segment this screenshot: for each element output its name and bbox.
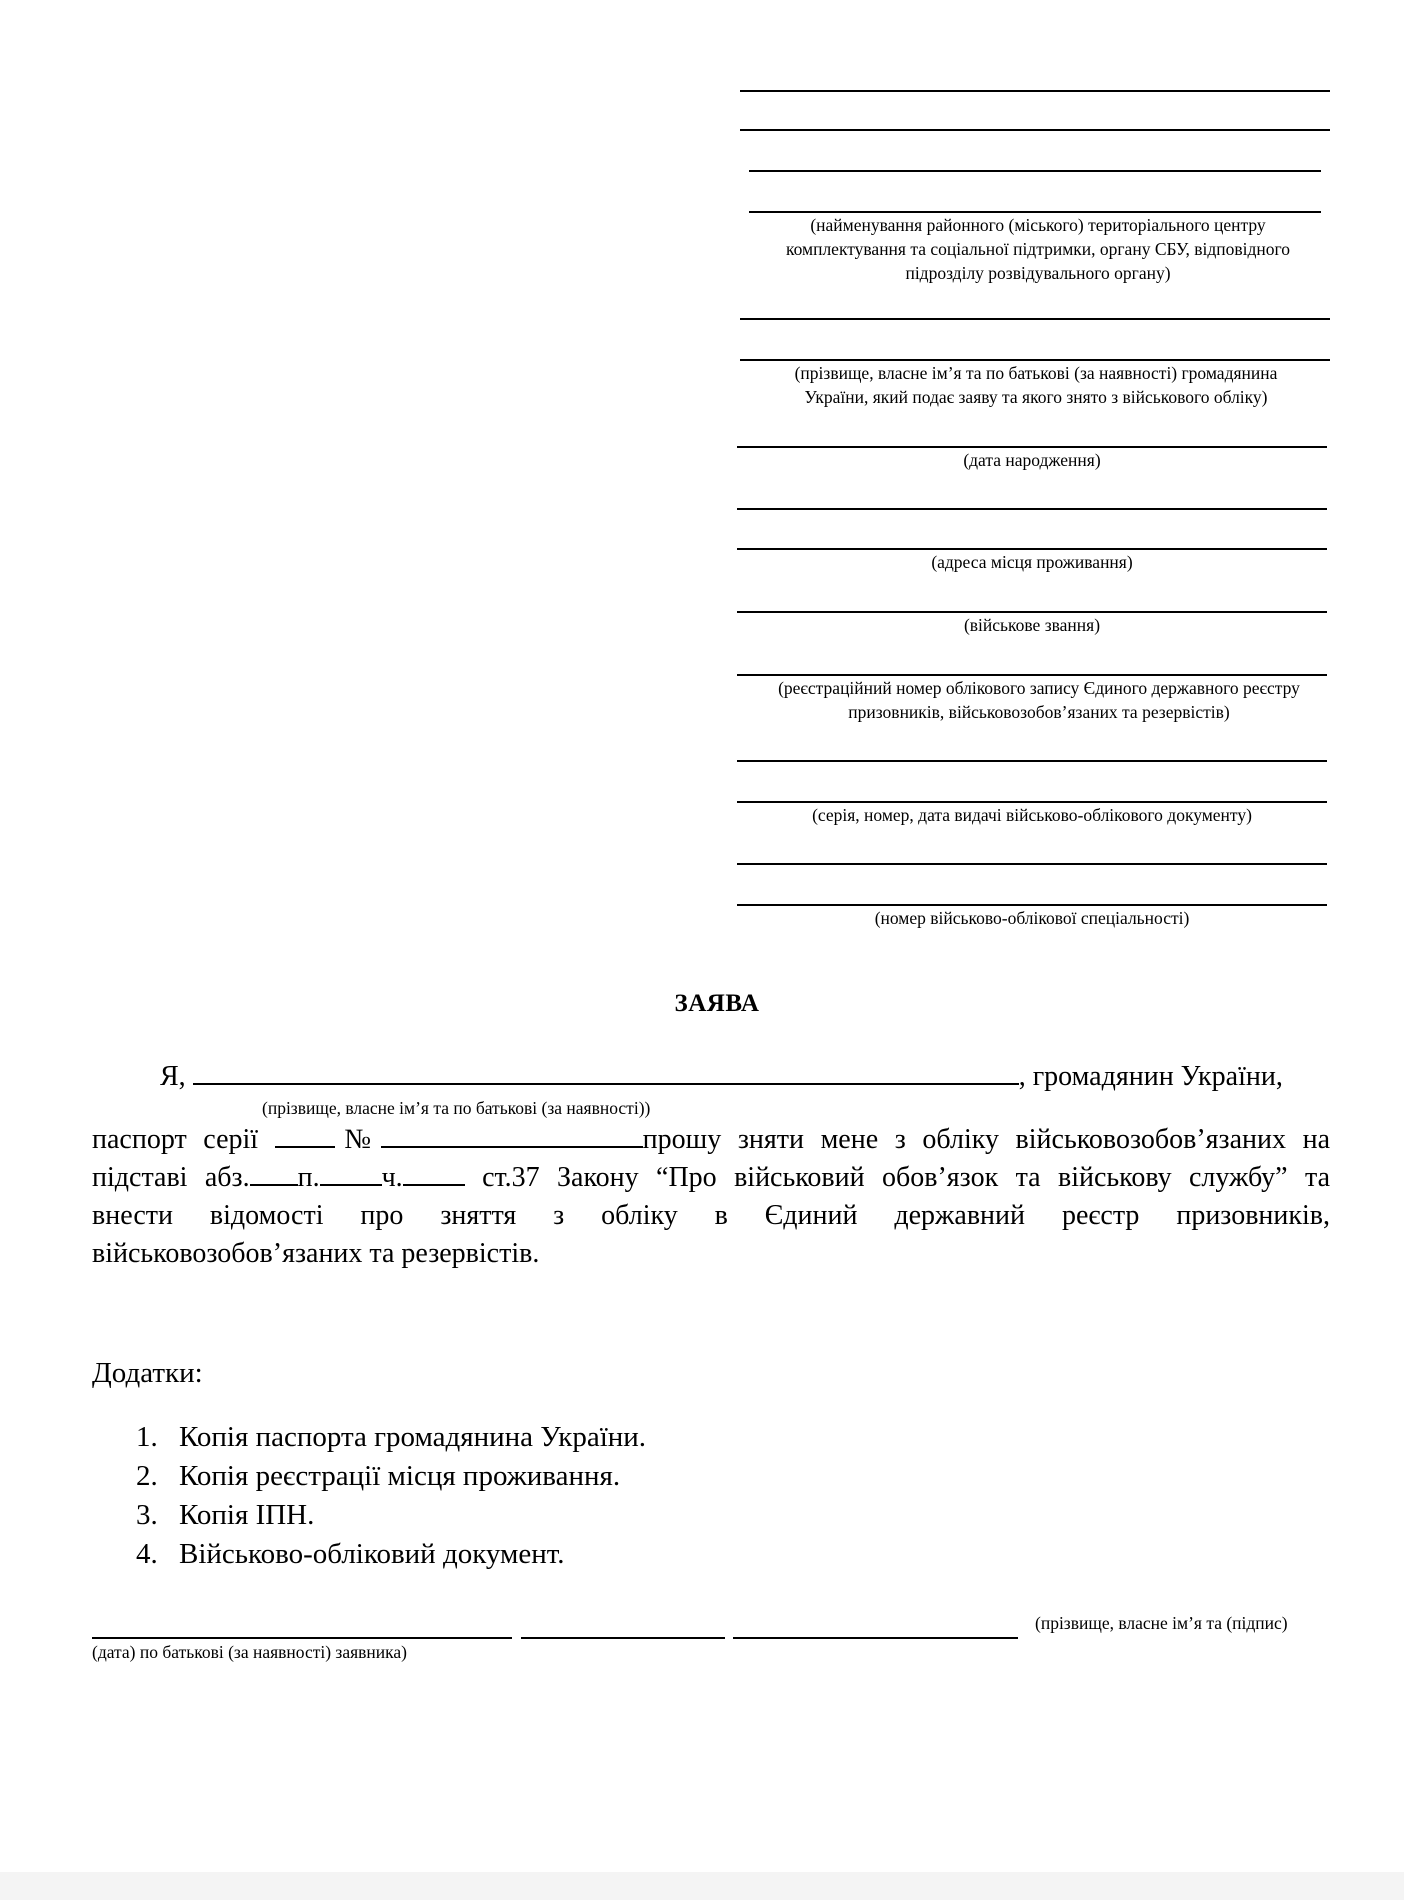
specialty-caption: (номер військово-облікової спеціальності) <box>874 908 1190 928</box>
applicant-name-caption: (прізвище, власне ім’я та по батькові (за наявності) громадянина України, який подає заяву та якого знято з військового обліку) <box>794 363 1278 407</box>
statement-line-registry: внести відомості про зняття з обліку в Єдиний державний реєстр призовників, <box>92 1200 1330 1231</box>
point-label: п. <box>297 1162 320 1193</box>
point-field[interactable] <box>320 1160 382 1186</box>
paragraph-field[interactable] <box>250 1160 298 1186</box>
page-bottom-strip <box>0 1872 1404 1900</box>
applicant-name-line-1[interactable] <box>740 318 1330 320</box>
address-caption: (адреса місця проживання) <box>931 552 1133 572</box>
authority-line-3[interactable] <box>749 170 1321 172</box>
number-sign: № <box>334 1124 381 1155</box>
signature-field-line[interactable] <box>521 1637 725 1639</box>
statement-i-prefix: Я, <box>160 1061 186 1092</box>
registry-caption: (реєстраційний номер облікового запису Єдиного державного реєстру призовників, військовозобов’язаних та резервістів) <box>778 678 1300 722</box>
statement-name-field[interactable] <box>193 1059 1019 1085</box>
statement-citizen-suffix: , громадянин України, <box>1018 1061 1283 1092</box>
attachment-item: 3. Копія ІПН. <box>136 1499 315 1531</box>
rank-caption: (військове звання) <box>963 615 1101 635</box>
attachment-item: 2. Копія реєстрації місця проживання. <box>136 1460 621 1492</box>
request-text: прошу зняти мене з обліку військовозобов’язаних на <box>642 1124 1331 1155</box>
specialty-line-1[interactable] <box>737 863 1327 865</box>
statement-intro-line <box>160 1058 1283 1096</box>
signature-caption-left: (дата) по батькові (за наявності) заявника) <box>92 1642 407 1662</box>
document-title: ЗАЯВА <box>674 990 760 1017</box>
attachment-item: 4. Військово-обліковий документ. <box>136 1538 565 1570</box>
attachment-item: 1. Копія паспорта громадянина України. <box>136 1421 647 1453</box>
document-line-1[interactable] <box>737 760 1327 762</box>
authority-line-1[interactable] <box>740 90 1330 92</box>
part-label: ч. <box>381 1162 403 1193</box>
attachments-label: Додатки: <box>92 1357 203 1389</box>
part-field[interactable] <box>403 1160 465 1186</box>
statement-name-caption: (прізвище, власне ім’я та по батькові (за наявності)) <box>262 1098 651 1118</box>
authority-caption: (найменування районного (міського) територіального центру комплектування та соціальної підтримки, органу СБУ, відповідного підрозділу розвідувального органу) <box>785 215 1290 283</box>
statement-line-passport <box>92 1121 1330 1159</box>
signature-caption-right: (прізвище, власне ім’я та (підпис) <box>1035 1613 1288 1633</box>
law-text: ст.37 Закону “Про військовий обов’язок та військову службу” та <box>482 1162 1331 1193</box>
basis-prefix: підставі абз. <box>92 1162 250 1193</box>
passport-number-field[interactable] <box>381 1122 643 1148</box>
passport-series-field[interactable] <box>275 1122 335 1148</box>
address-line-1[interactable] <box>737 508 1327 510</box>
applicant-fullname-field-line[interactable] <box>733 1637 1018 1639</box>
statement-line-basis <box>92 1159 1330 1197</box>
date-field-line[interactable] <box>92 1637 512 1639</box>
attachments-list <box>136 1418 646 1574</box>
document-caption: (серія, номер, дата видачі військово-облікового документу) <box>812 805 1252 825</box>
authority-line-2[interactable] <box>740 129 1330 131</box>
statement-line-final: військовозобов’язаних та резервістів. <box>92 1238 540 1269</box>
passport-prefix: паспорт серії <box>92 1124 259 1155</box>
birth-date-caption: (дата народження) <box>963 450 1101 470</box>
